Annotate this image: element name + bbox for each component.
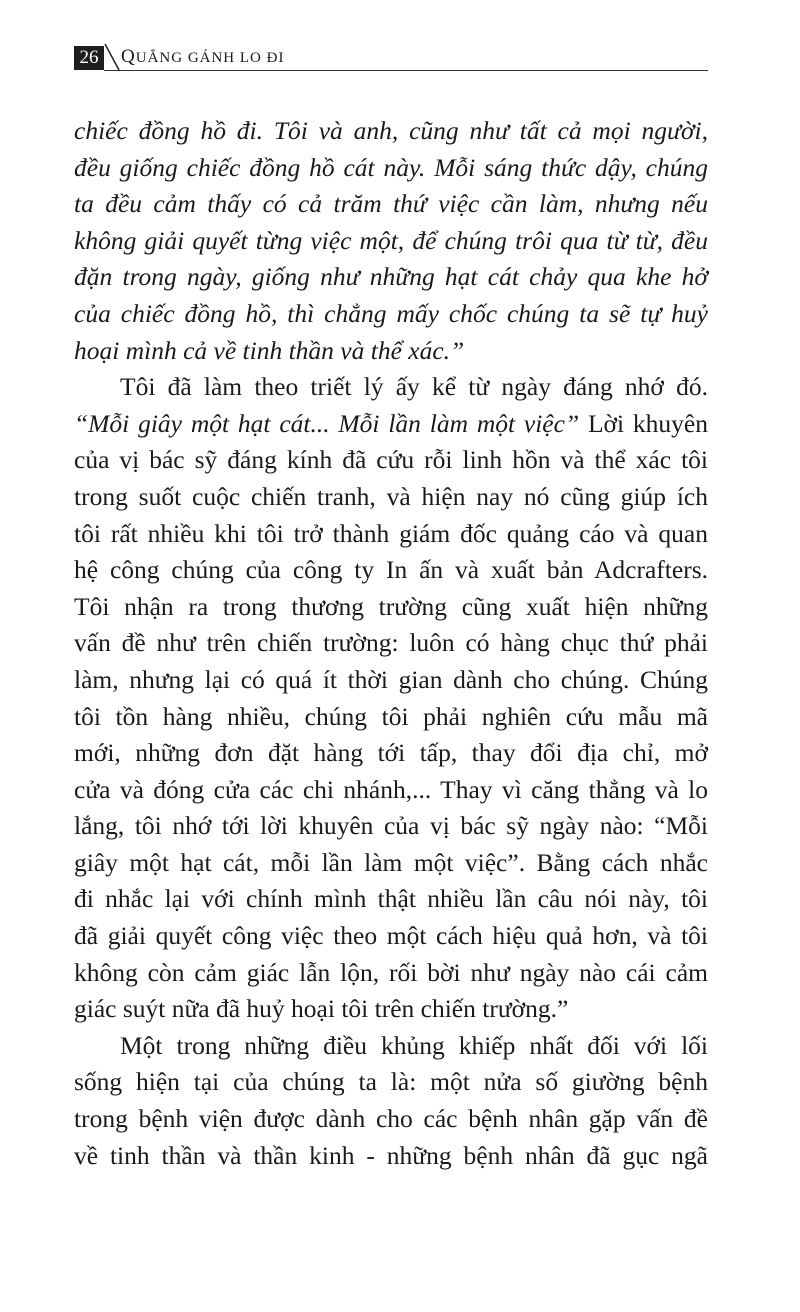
text-line: cửa và đóng cửa các chi nhánh,... Thay vì căng thẳng và lo	[74, 774, 708, 804]
text-line: mới, những đơn đặt hàng tới tấp, thay đổi địa chỉ, mở	[74, 738, 708, 768]
text-line: về tinh thần và thần kinh - những bệnh nhân đã gục ngã	[74, 1140, 708, 1170]
text-line: làm, nhưng lại có quá ít thời gian dành cho chúng. Chúng	[74, 664, 708, 694]
text-line: đặn trong ngày, giống như những hạt cát chảy qua khe hở	[74, 262, 708, 292]
running-title	[121, 45, 284, 70]
running-title-rest: UẲNG GÁNH LO ĐI	[135, 50, 285, 66]
running-title-initial: Q	[121, 46, 136, 67]
text-line: của vị bác sỹ đáng kính đã cứu rỗi linh hồn và thể xác tôi	[74, 445, 708, 475]
text-line: giác suýt nữa đã huỷ hoại tôi trên chiến trường.”	[74, 994, 569, 1024]
quoted-motto: “Mỗi giây một hạt cát... Mỗi lần làm một việc”	[74, 408, 580, 438]
header-slash-divider	[104, 41, 120, 71]
text-line: đều giống chiếc đồng hồ cát này. Mỗi sáng thức dậy, chúng	[74, 152, 708, 182]
text-line: hoại mình cả về tinh thần và thể xác.”	[74, 335, 465, 365]
body-text	[74, 113, 708, 1174]
text-line: tôi rất nhiều khi tôi trở thành giám đốc quảng cáo và quan	[74, 518, 708, 548]
text-line: Tôi nhận ra trong thương trường cũng xuất hiện những	[74, 591, 708, 621]
text-line: giây một hạt cát, mỗi lần làm một việc”. Bằng cách nhắc	[74, 847, 708, 877]
text-line: của chiếc đồng hồ, thì chẳng mấy chốc chúng ta sẽ tự huỷ	[74, 298, 708, 328]
running-header	[74, 41, 708, 71]
page-number: 26	[74, 46, 104, 70]
text-fragment: Lời khuyên	[579, 408, 708, 438]
text-line: không giải quyết từng việc một, để chúng trôi qua từ từ, đều	[74, 225, 708, 255]
text-line-mixed	[74, 406, 708, 443]
text-line: hệ công chúng của công ty In ấn và xuất bản Adcrafters.	[74, 555, 708, 585]
text-line: chiếc đồng hồ đi. Tôi và anh, cũng như tất cả mọi người,	[74, 116, 708, 145]
text-line: ta đều cảm thấy có cả trăm thứ việc cần làm, nhưng nếu	[74, 189, 708, 219]
text-line: vấn đề như trên chiến trường: luôn có hàng chục thứ phải	[74, 628, 708, 658]
text-line: lắng, tôi nhớ tới lời khuyên của vị bác sỹ ngày nào: “Mỗi	[74, 811, 708, 841]
text-line: sống hiện tại của chúng ta là: một nửa số giường bệnh	[74, 1067, 708, 1097]
text-line: không còn cảm giác lẫn lộn, rối bời như ngày nào cái cảm	[74, 957, 708, 987]
paragraph-start-line: Tôi đã làm theo triết lý ấy kể từ ngày đáng nhớ đó.	[120, 372, 708, 402]
header-rule	[104, 70, 708, 71]
paragraph-start-line: Một trong những điều khủng khiếp nhất đối với lối	[120, 1030, 708, 1060]
text-line: đi nhắc lại với chính mình thật nhiều lần câu nói này, tôi	[74, 884, 708, 914]
text-line: trong bệnh viện được dành cho các bệnh nhân gặp vấn đề	[74, 1104, 708, 1134]
text-line: đã giải quyết công việc theo một cách hiệu quả hơn, và tôi	[74, 921, 708, 951]
text-line: tôi tồn hàng nhiều, chúng tôi phải nghiên cứu mẫu mã	[74, 701, 708, 731]
text-line: trong suốt cuộc chiến tranh, và hiện nay nó cũng giúp ích	[74, 481, 708, 511]
